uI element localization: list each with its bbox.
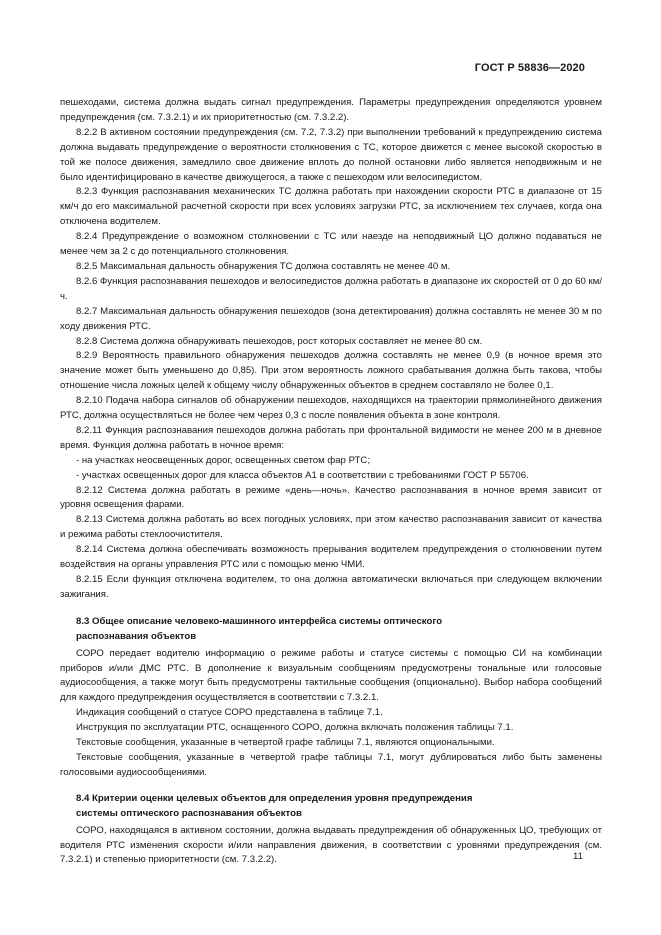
paragraph-8-2-2: 8.2.2 В активном состоянии предупреждения (см. 7.2, 7.3.2) при выполнении требований к предупреждению система должна выдавать предупреждение о вероятности столкновения с ТС, которое движется с менее высокой скоростью в той же полосе движения, замедлило свое движение вплоть до полной остановки либо является неподвижным и не было идентифицировано в качестве движущегося, а также с пешеходом или велосипедистом. [60,126,602,183]
paragraph-8-3-1: СОРО передает водителю информацию о режиме работы и статусе системы с помощью СИ на комбинации приборов и/или ДМС РТС. В дополнение к визуальным сообщениям предусмотрены тональные или голосовые аудиосообщения, а также могут быть предусмотрены тактильные сообщения (опционально). Выбор набора сообщений для каждого предупреждения осуществляется в соответствии с 7.3.2.1. [60,647,602,704]
paragraph-8-2-6: 8.2.6 Функция распознавания пешеходов и велосипедистов должна работать в диапазоне их скоростей от 0 до 60 км/ч. [60,275,602,302]
section-heading-8-3-line2: распознавания объектов [76,630,197,642]
section-heading-8-4 [60,792,602,822]
paragraph-8-2-14: 8.2.14 Система должна обеспечивать возможность прерывания водителем предупреждения о столкновении путем воздействия на органы управления РТС или с помощью меню ЧМИ. [60,544,602,571]
paragraph-8-2-13: 8.2.13 Система должна работать во всех погодных условиях, при этом качество распознавания зависит от качества и режима работы стеклоочистителя. [60,514,602,541]
paragraph-8-3-2: Индикация сообщений о статусе СОРО представлена в таблице 7.1. [76,707,383,719]
list-item-lit-roads: - участках освещенных дорог для класса объектов А1 в соответствии с требованиями ГОСТ Р 55706. [76,469,529,481]
paragraph-8-4-1: СОРО, находящаяся в активном состоянии, должна выдавать предупреждения об обнаруженных ЦО, требующих от водителя РТС изменения скорости и/или направления движения, в соответствии с уровнями предупреждения (см. 7.3.2.1) и степенью приоритетности (см. 7.3.2.2). [60,824,602,866]
paragraph-8-3-5: Текстовые сообщения, указанные в четвертой графе таблицы 7.1, могут дублироваться либо быть заменены голосовыми аудиосообщениями. [60,751,602,778]
paragraph-8-2-4: 8.2.4 Предупреждение о возможном столкновении с ТС или наезде на неподвижный ЦО должно подаваться не менее чем за 2 с до потенциального столкновения. [60,231,602,258]
paragraph-8-2-12: 8.2.12 Система должна работать в режиме «день—ночь». Качество распознавания в ночное время зависит от уровня освещения фарами. [60,484,602,511]
page-number: 11 [573,851,583,862]
paragraph-8-2-15: 8.2.15 Если функция отключена водителем, то она должна автоматически включаться при следующем включении зажигания. [60,574,602,600]
paragraph-8-2-10: 8.2.10 Подача набора сигналов об обнаружении пешеходов, находящихся на траектории прямолинейного движения РТС, должна осуществляться не более чем через 0,3 с после появления объекта в зоне контроля. [60,395,602,422]
section-heading-8-3-line1: 8.3 Общее описание человеко-машинного интерфейса системы оптического [76,615,443,627]
section-heading-8-3 [60,615,602,645]
paragraph-continuation: пешеходами, система должна выдать сигнал предупреждения. Параметры предупреждения определяются уровнем предупреждения (см. 7.3.2.1) и их приоритетностью (см. 7.3.2.2). [60,97,602,123]
list-item-unlit-roads: - на участках неосвещенных дорог, освещенных светом фар РТС; [76,454,370,466]
section-heading-8-4-line2: системы оптического распознавания объектов [76,807,302,819]
document-body [60,96,602,868]
section-heading-8-4-line1: 8.4 Критерии оценки целевых объектов для определения уровня предупреждения [76,792,473,804]
paragraph-8-2-11: 8.2.11 Функция распознавания пешеходов должна работать при фронтальной видимости не менее 200 м в дневное время. Функция должна работать в ночное время: [60,424,602,451]
paragraph-8-2-3: 8.2.3 Функция распознавания механических ТС должна работать при нахождении скорости РТС в диапазоне от 15 км/ч до его максимальной расчетной скорости при всех условиях загрузки РТС, за исключением тех случаев, когда она отключена водителем. [60,186,602,228]
paragraph-8-2-7: 8.2.7 Максимальная дальность обнаружения пешеходов (зона детектирования) должна составлять не менее 30 м по ходу движения РТС. [60,305,602,332]
paragraph-8-2-9: 8.2.9 Вероятность правильного обнаружения пешеходов должна составлять не менее 0,9 (в ночное время это значение может быть уменьшено до 0,85). При этом вероятность ложного срабатывания должна быть такова, чтобы отношение числа ложных целей к общему числу обнаруженных объектов в среднем составляло не более 0,1. [60,350,602,392]
paragraph-8-3-3: Инструкция по эксплуатации РТС, оснащенного СОРО, должна включать положения таблицы 7.1. [76,722,514,734]
standard-code-header: ГОСТ Р 58836—2020 [474,62,585,74]
paragraph-8-3-4: Текстовые сообщения, указанные в четвертой графе таблицы 7.1, являются опциональными. [76,737,495,749]
paragraph-8-2-5: 8.2.5 Максимальная дальность обнаружения ТС должна составлять не менее 40 м. [76,260,451,272]
paragraph-8-2-8: 8.2.8 Система должна обнаруживать пешеходов, рост которых составляет не менее 80 см. [76,335,483,347]
